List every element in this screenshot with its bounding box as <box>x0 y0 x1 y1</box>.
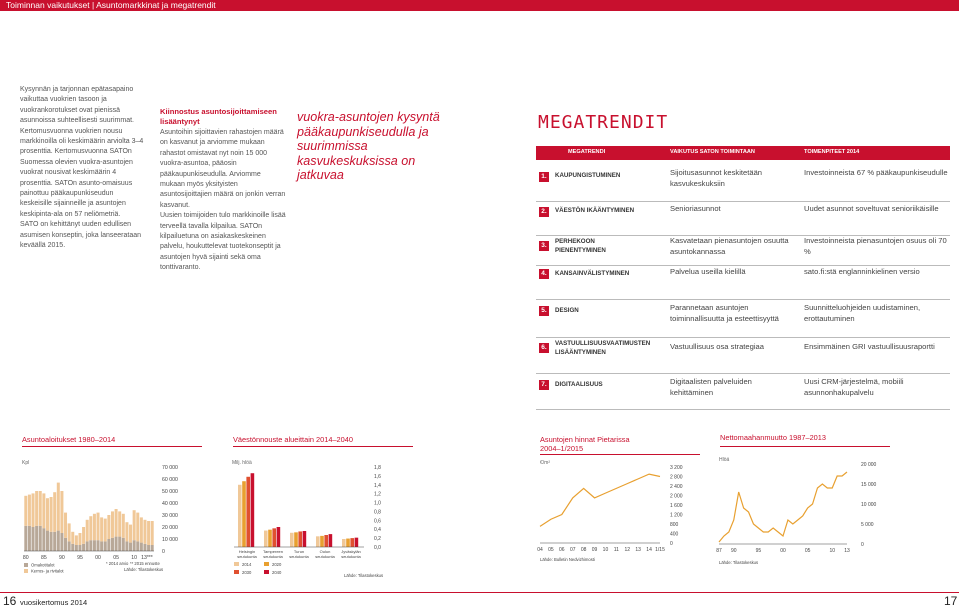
y-tick-label: 2 800 <box>670 474 683 481</box>
y-axis-label: Kpl <box>22 460 30 466</box>
bar <box>111 538 114 551</box>
x-tick-label: 90 <box>59 555 65 561</box>
bar <box>329 534 333 547</box>
net-immigration-chart <box>715 450 895 575</box>
x-tick-label: 13 <box>844 548 850 554</box>
chart-2-rule <box>233 446 413 447</box>
row-number: 3. <box>539 241 549 251</box>
bar <box>104 541 107 551</box>
bar <box>294 532 298 547</box>
y-tick-label: 0,2 <box>374 536 381 543</box>
note: Lähde: Bulletin Nedvizhimosti <box>540 557 595 562</box>
category-label: Helsingin <box>238 549 256 554</box>
bar <box>272 528 276 547</box>
bar <box>303 531 307 547</box>
bar <box>324 535 328 547</box>
x-tick-label: 85 <box>40 555 47 561</box>
intro-paragraph-1: Kysynnän ja tarjonnan epätasapaino vaikuttaa vuokrien tasoon ja vuokrankorotukset ovat pienissä asunnoissa suhteellisesti suurimmat. Kertomusvuonna vuokrien nousu markkinoilla oli keskimäärin arviolta 3–4 prosenttia. Kertomusvuonna SATOn Suomessa olevien vuokra-asuntojen vuokrat nousivat keskimäärin 4 prosenttia. SATOn asunto-omaisuus painottuu pääkaupunkiseudun keskeisille sijainneille ja asuntojen keskipinta-ala on 57 neliömetriä. <box>20 86 144 218</box>
row-number: 7. <box>539 380 549 390</box>
bar <box>118 511 121 536</box>
bar <box>115 509 118 537</box>
bar <box>107 539 110 551</box>
row-impact: Parannetaan asuntojen toiminnallisuutta ja esteettisyyttä <box>670 303 779 323</box>
investment-paragraph-2: Uusien toimijoiden tulo markkinoille lisää terveellä tavalla kilpailua. SATOn kilpailuetuna on asiakaskeskeinen palvelu, houkuttelevat tuotekonseptit ja asuntojen hyvä sijainti sekä oma tonttivaranto. <box>160 212 286 272</box>
bar <box>97 513 100 541</box>
bar <box>42 493 45 528</box>
x-tick-label: 13 <box>635 547 641 553</box>
row-action: Uudet asunnot soveltuvat senioriikäisille <box>804 204 939 213</box>
bar <box>93 540 96 551</box>
megatrend-row <box>536 235 950 266</box>
y-tick-label: 10 000 <box>162 537 178 543</box>
category-label: seutukunta <box>341 554 361 559</box>
bar <box>46 498 49 530</box>
legend-label: Omakotitalot <box>31 562 55 568</box>
y-tick-label: 30 000 <box>162 513 178 519</box>
y-tick-label: 40 000 <box>162 501 178 507</box>
y-tick-label: 1,0 <box>374 500 381 507</box>
bar <box>75 545 78 551</box>
bar <box>136 513 139 542</box>
row-trend: KANSAINVÄLISTYMINEN <box>555 270 630 277</box>
bar <box>60 491 63 533</box>
y-tick-label: 15 000 <box>861 482 877 488</box>
bar <box>24 526 27 551</box>
header-actions: TOIMENPITEET 2014 <box>804 149 860 155</box>
bar <box>122 538 125 551</box>
bar <box>68 541 71 551</box>
page-number-left: 16 <box>3 594 17 608</box>
bar <box>346 539 350 547</box>
y-tick-label: 1 200 <box>670 512 683 519</box>
row-trend: DESIGN <box>555 307 579 314</box>
note: * 2014 arvio <box>106 561 129 566</box>
bar <box>147 521 150 545</box>
row-impact: Palvelua useilla kielillä <box>670 267 746 276</box>
x-tick-label: 10 <box>131 555 138 561</box>
row-impact: Kasvatetaan pienasuntojen osuutta asuntokannassa <box>670 236 789 256</box>
bar <box>355 538 359 547</box>
bar <box>129 543 132 551</box>
bar <box>118 537 121 551</box>
y-tick-label: 3 200 <box>670 465 683 471</box>
y-tick-label: 0,8 <box>374 509 381 516</box>
chart-4-rule <box>720 446 890 447</box>
x-tick-label: 00 <box>95 555 101 561</box>
legend-swatch <box>24 569 28 573</box>
investment-column <box>160 107 286 274</box>
bar <box>32 493 35 527</box>
pull-quote: vuokra-asuntojen kysyntä pääkaupunkiseudulla ja suurimmissa kasvukeskuksissa on jatkuvaa <box>297 110 440 183</box>
bar <box>46 531 49 551</box>
x-tick-label: 06 <box>559 547 565 553</box>
bar <box>129 525 132 543</box>
x-tick-label: 05 <box>548 547 554 553</box>
y-tick-label: 0 <box>861 542 864 548</box>
bar <box>78 545 81 551</box>
intro-column <box>20 85 145 252</box>
bar <box>140 543 143 551</box>
chart-3-title: Asuntojen hinnat Pietarissa 2004–1/2015 <box>540 435 630 453</box>
bar <box>86 541 89 551</box>
row-impact: Sijoitusasunnot keskitetään kasvukeskuksiin <box>670 168 763 188</box>
y-tick-label: 1,6 <box>374 473 381 480</box>
row-number: 6. <box>539 343 549 353</box>
st-petersburg-prices-chart <box>538 455 698 575</box>
bar <box>35 491 38 526</box>
bar <box>89 516 92 540</box>
legend-label: 2040 <box>272 570 282 575</box>
bar <box>100 517 103 541</box>
y-tick-label: 400 <box>670 531 679 538</box>
chart-4-title: Nettomaahanmuutto 1987–2013 <box>720 433 827 442</box>
bar <box>320 536 324 547</box>
row-number: 1. <box>539 172 549 182</box>
x-tick-label: 14 <box>646 547 652 553</box>
bar <box>42 528 45 551</box>
footer-rule <box>0 592 959 593</box>
row-trend: VASTUULLISUUSVAATIMUSTEN LISÄÄNTYMINEN <box>555 340 651 356</box>
y-tick-label: 800 <box>670 522 679 528</box>
y-tick-label: 20 000 <box>861 462 877 468</box>
legend-swatch <box>264 570 269 574</box>
header-impact: VAIKUTUS SATON TOIMINTAAN <box>670 149 755 155</box>
bar <box>133 540 136 551</box>
y-axis-label: Milj. hlöä <box>232 460 252 466</box>
bar <box>143 544 146 551</box>
bar <box>316 536 320 547</box>
bar <box>151 521 154 545</box>
bar <box>251 473 255 547</box>
row-number: 4. <box>539 269 549 279</box>
x-tick-label: 07 <box>569 547 576 553</box>
category-label: Oulun <box>319 549 331 554</box>
bar <box>147 545 150 551</box>
legend-swatch <box>234 570 239 574</box>
x-tick-label: 05 <box>113 555 119 561</box>
bar <box>125 522 128 541</box>
y-tick-label: 1 600 <box>670 503 683 509</box>
category-label: seutukunta <box>263 554 283 559</box>
bar <box>290 533 294 547</box>
bar <box>298 531 302 547</box>
bar <box>86 520 89 542</box>
chart-2-title: Väestönnouste alueittain 2014–2040 <box>233 435 353 444</box>
x-tick-label: 13* <box>141 555 149 561</box>
bar <box>68 523 71 541</box>
x-tick-label: ** <box>148 555 153 561</box>
megatrend-row <box>536 163 950 202</box>
y-tick-label: 0,0 <box>374 545 381 551</box>
x-tick-label: 11 <box>613 547 619 553</box>
bar <box>24 496 27 526</box>
megatrend-row <box>536 265 950 300</box>
y-tick-label: 0,6 <box>374 518 381 525</box>
category-label: seutukunta <box>237 554 257 559</box>
housing-starts-chart <box>20 455 200 580</box>
immigration-line <box>719 472 847 542</box>
megatrend-row <box>536 299 950 338</box>
bar <box>50 532 53 551</box>
bar <box>35 526 38 551</box>
y-tick-label: 1,2 <box>374 491 381 498</box>
x-tick-label: 95 <box>77 555 83 561</box>
legend-label: 2020 <box>272 562 282 567</box>
x-tick-label: 09 <box>591 547 598 553</box>
row-action: Ensimmäinen GRI vastuullisuusraportti <box>804 342 935 351</box>
legend-swatch <box>264 562 269 566</box>
x-tick-label: 87 <box>716 548 722 554</box>
legend-swatch <box>234 562 239 566</box>
y-tick-label: 70 000 <box>162 465 178 471</box>
category-label: Jyväskylän <box>341 549 361 554</box>
bar <box>122 514 125 538</box>
megatrend-row <box>536 373 950 410</box>
bar <box>53 492 56 532</box>
breadcrumb: Toiminnan vaikutukset | Asuntomarkkinat ja megatrendit <box>6 0 216 10</box>
bar <box>28 526 31 551</box>
bar <box>268 530 272 547</box>
row-number: 5. <box>539 306 549 316</box>
bar <box>64 538 67 551</box>
megatrend-row <box>536 337 950 374</box>
row-action: Suunnitteluohjeiden uudistaminen, erottautuminen <box>804 303 921 323</box>
y-tick-label: 2 400 <box>670 484 683 490</box>
bar <box>242 481 246 547</box>
row-impact: Vastuullisuus osa strategiaa <box>670 342 764 351</box>
y-tick-label: 1,4 <box>374 482 381 489</box>
note: Lähde: Tilastokeskus <box>344 573 384 578</box>
intro-paragraph-2: SATO on kehittänyt uuden edullisen asumisen konseptin, joka lanseerataan keväällä 2015. <box>20 221 142 250</box>
bar <box>125 541 128 551</box>
price-line <box>540 474 660 526</box>
legend-swatch <box>24 563 28 567</box>
category-label: seutukunta <box>289 554 309 559</box>
x-tick-label: 1/15 <box>655 547 665 553</box>
bar <box>64 513 67 538</box>
bar <box>104 519 107 542</box>
bar <box>28 495 31 526</box>
population-growth-chart <box>230 455 400 580</box>
legend-label: 2014 <box>242 562 252 567</box>
y-tick-label: 2 000 <box>670 493 683 500</box>
bar <box>97 540 100 551</box>
top-bar <box>0 0 959 11</box>
row-action: Uusi CRM-järjestelmä, mobiili asunnonhakupalvelu <box>804 377 904 397</box>
bar <box>78 533 81 545</box>
chart-1-title: Asuntoaloitukset 1980–2014 <box>22 435 116 444</box>
bar <box>82 544 85 551</box>
note: Lähde: Tilastokeskus <box>124 567 164 572</box>
header-megatrend: MEGATRENDI <box>568 149 606 155</box>
bar <box>93 514 96 540</box>
bar <box>350 538 354 547</box>
publication-name: vuosikertomus 2014 <box>20 598 88 607</box>
bar <box>136 541 139 551</box>
bar <box>71 532 74 544</box>
bar <box>133 510 136 540</box>
investment-paragraph-1: Asuntoihin sijoittavien rahastojen määrä on kasvanut ja arviomme mukaan rahastot omistavat nyt noin 15 000 vuokra-asuntoa, pääosin pääkaupunkiseudulla. Arviomme mukaan myös yksityisten asuntosijoittajien määrä on jonkin verran kasvanut. <box>160 129 286 209</box>
row-trend: PERHEKOON PIENENTYMINEN <box>555 238 606 254</box>
bar <box>140 517 143 542</box>
row-number: 2. <box>539 207 549 217</box>
x-tick-label: 10 <box>602 547 609 553</box>
megatrends-title: MEGATRENDIT <box>538 112 669 133</box>
row-impact: Digitaalisten palveluiden kehittäminen <box>670 377 752 397</box>
note: Lähde: Tilastokeskus <box>719 560 759 565</box>
bar <box>264 531 268 547</box>
bar <box>143 520 146 544</box>
note: ** 2015 ennuste <box>130 561 160 566</box>
y-tick-label: 50 000 <box>162 489 178 495</box>
bar <box>115 537 118 551</box>
bar <box>32 527 35 551</box>
x-tick-label: 12 <box>624 547 631 553</box>
chart-1-rule <box>22 446 202 447</box>
bar <box>277 527 281 547</box>
legend-label: 2030 <box>242 570 252 575</box>
investment-heading: Kiinnostus asuntosijoittamiseen lisääntynyt <box>160 107 277 126</box>
megatrends-header <box>536 146 950 160</box>
legend-label: Kerros- ja rivitalot <box>31 568 64 574</box>
bar <box>57 531 60 551</box>
category-label: seutukunta <box>315 554 335 559</box>
category-label: Tampereen <box>262 549 284 554</box>
bar <box>75 535 78 545</box>
page-number-right: 17 <box>944 594 958 608</box>
y-tick-label: 20 000 <box>162 525 178 531</box>
row-trend: KAUPUNGISTUMINEN <box>555 172 621 179</box>
x-tick-label: 05 <box>804 548 811 554</box>
bar <box>246 477 250 547</box>
bar <box>39 491 42 526</box>
bar <box>342 539 346 547</box>
row-trend: VÄESTÖN IKÄÄNTYMINEN <box>555 207 635 214</box>
x-tick-label: 80 <box>22 555 29 561</box>
y-tick-label: 60 000 <box>162 477 178 483</box>
y-tick-label: 5 000 <box>861 522 874 528</box>
row-trend: DIGITAALISUUS <box>555 381 603 388</box>
megatrend-row <box>536 201 950 236</box>
bar <box>82 527 85 544</box>
y-tick-label: 0 <box>162 549 165 555</box>
bar <box>89 540 92 551</box>
bar <box>151 545 154 551</box>
x-tick-label: 95 <box>755 548 762 554</box>
y-tick-label: 0 <box>670 541 673 547</box>
bar <box>50 497 53 532</box>
x-tick-label: 00 <box>780 548 786 554</box>
y-tick-label: 1,8 <box>374 465 381 471</box>
y-tick-label: 0,4 <box>374 527 381 534</box>
row-action: sato.fi:stä englanninkielinen versio <box>804 267 920 276</box>
x-tick-label: 10 <box>829 548 836 554</box>
y-tick-label: 10 000 <box>861 502 877 508</box>
row-impact: Senioriasunnot <box>670 204 721 213</box>
bar <box>71 544 74 551</box>
category-label: Turun <box>293 549 305 554</box>
row-action: Investoinneista 67 % pääkaupunkiseudulle <box>804 168 948 177</box>
bar <box>39 526 42 551</box>
x-tick-label: 08 <box>580 547 587 553</box>
bar <box>111 511 114 537</box>
x-tick-label: 90 <box>730 548 737 554</box>
y-axis-label: €/m² <box>540 460 550 466</box>
bar <box>107 515 110 539</box>
row-action: Investoinneista pienasuntojen osuus oli 70 % <box>804 236 947 256</box>
bar <box>100 541 103 551</box>
bar <box>238 485 242 547</box>
bar <box>53 532 56 551</box>
x-tick-label: 04 <box>537 547 543 553</box>
y-axis-label: Hlöä <box>719 457 730 463</box>
bar <box>57 483 60 531</box>
bar <box>60 533 63 551</box>
